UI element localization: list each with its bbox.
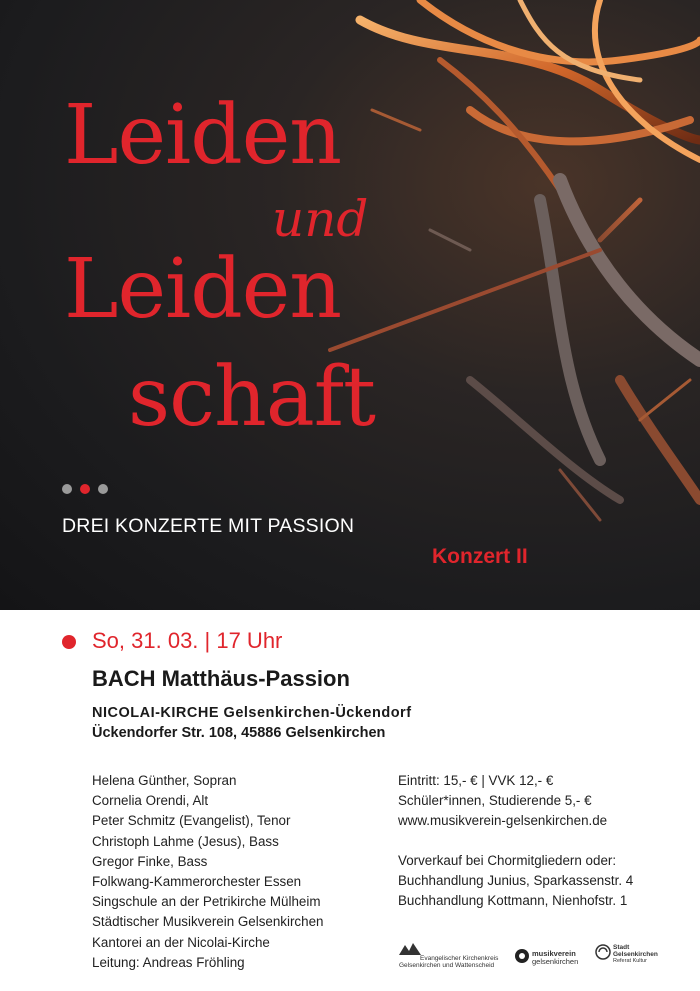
venue-address: Ückendorfer Str. 108, 45886 Gelsenkirchen — [92, 725, 386, 741]
concert-label: Konzert II — [432, 545, 528, 568]
ticket-prices: Eintritt: 15,- € | VVK 12,- € — [398, 773, 554, 788]
website-link[interactable]: www.musikverein-gelsenkirchen.de — [398, 813, 608, 828]
list-item: Folkwang-Kammerorchester Essen — [92, 873, 302, 889]
church-district-logo: Evangelischer Kirchenkreis Gelsenkirchen und Wattenscheid — [398, 942, 502, 968]
church-district-logo-icon — [398, 942, 422, 956]
title-line-1: Leiden — [64, 88, 342, 183]
list-item: Helena Günther, Sopran — [92, 773, 237, 788]
list-item: Christoph Lahme (Jesus), Bass — [92, 833, 279, 849]
list-item: Peter Schmitz (Evangelist), Tenor — [92, 813, 291, 829]
series-subtitle: DREI KONZERTE MIT PASSION — [62, 515, 355, 537]
decorative-dot-3 — [98, 484, 108, 494]
venue-name: NICOLAI-KIRCHE Gelsenkirchen-Ückendorf — [92, 705, 412, 721]
presale-intro: Vorverkauf bei Chormitgliedern oder: — [398, 853, 617, 868]
musikverein-logo-icon — [514, 948, 530, 964]
musikverein-logo: musikverein gelsenkirchen — [514, 942, 580, 968]
decorative-dot-1 — [62, 484, 72, 494]
city-logo-icon — [595, 944, 611, 960]
title-line-4: schaft — [128, 350, 376, 445]
decorative-dot-2 — [80, 484, 90, 494]
presale-location-1: Buchhandlung Junius, Sparkassenstr. 4 — [398, 873, 634, 888]
title-line-3: Leiden — [64, 242, 342, 337]
list-item: Gregor Finke, Bass — [92, 853, 208, 869]
list-item: Leitung: Andreas Fröhling — [92, 954, 245, 970]
title-line-2: und — [272, 190, 369, 248]
event-date-time: So, 31. 03. | 17 Uhr — [92, 628, 283, 653]
date-bullet-icon — [62, 635, 76, 649]
presale-location-2: Buchhandlung Kottmann, Nienhofstr. 1 — [398, 893, 628, 908]
list-item: Singschule an der Petrikirche Mülheim — [92, 894, 321, 910]
ticket-reduced-prices: Schüler*innen, Studierende 5,- € — [398, 793, 592, 808]
list-item: Städtischer Musikverein Gelsenkirchen — [92, 914, 324, 930]
list-item: Kantorei an der Nicolai-Kirche — [92, 934, 270, 950]
list-item: Cornelia Orendi, Alt — [92, 793, 209, 809]
city-logo: Stadt Gelsenkirchen Referat Kultur — [595, 942, 665, 968]
event-work-title: BACH Matthäus-Passion — [92, 666, 350, 691]
performer-list — [92, 771, 323, 973]
